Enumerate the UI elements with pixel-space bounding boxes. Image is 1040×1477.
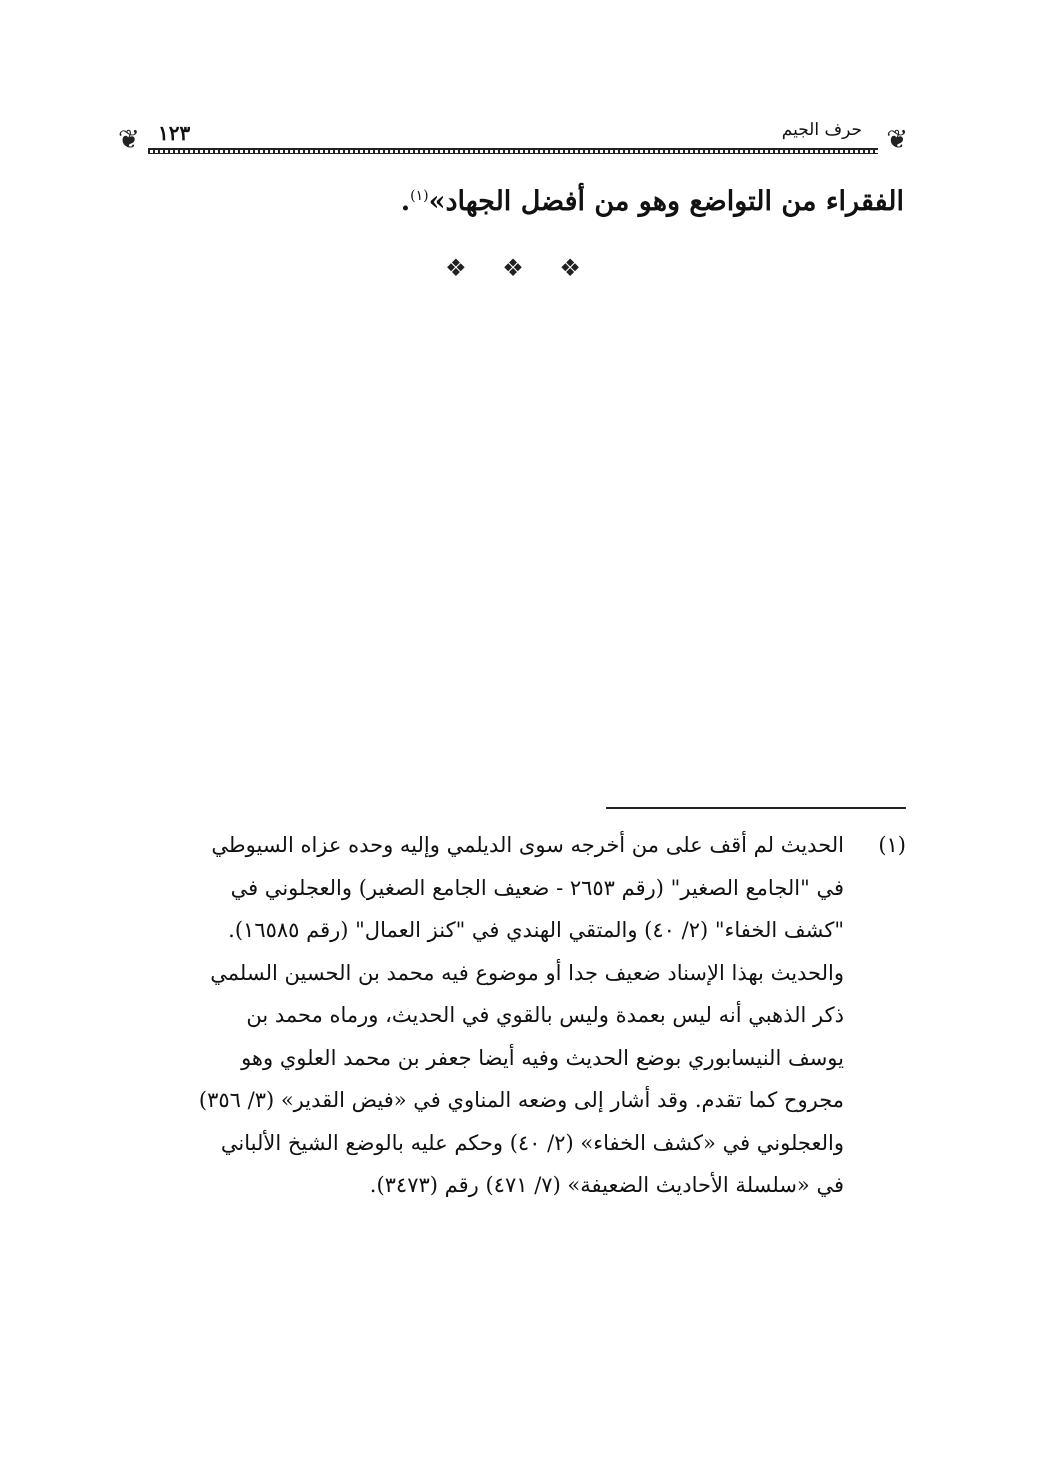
footnote-line: في "الجامع الصغير" (رقم ٢٦٥٣ - ضعيف الجامع الصغير) والعجلوني في bbox=[230, 875, 844, 900]
footnote-reference[interactable]: (١) bbox=[410, 188, 429, 204]
footnote-marker: (١) bbox=[878, 833, 906, 857]
running-title: حرف الجيم bbox=[781, 120, 862, 140]
page-number: ١٢٣ bbox=[158, 121, 191, 145]
footnote-line: "كشف الخفاء" (٢/ ٤٠) والمتقي الهندي في "كنز العمال" (رقم ١٦٥٨٥). bbox=[228, 918, 844, 942]
footnote-line: ذكر الذهبي أنه ليس بعمدة وليس بالقوي في الحديث، ورماه محمد بن bbox=[246, 1003, 844, 1027]
main-text-body: الفقراء من التواضع وهو من أفضل الجهاد» bbox=[428, 186, 904, 217]
footnote-line: يوسف النيسابوري بوضع الحديث وفيه أيضا جعفر بن محمد العلوي وهو bbox=[241, 1045, 844, 1070]
main-text bbox=[124, 172, 904, 226]
header-ornament-right-icon: ❦ bbox=[886, 125, 908, 155]
header-rule bbox=[148, 148, 878, 154]
section-separator-icon: ❖ ❖ ❖ bbox=[445, 254, 595, 282]
header-ornament-left-icon: ❦ bbox=[118, 125, 140, 155]
footnote-line: (١)الحديث لم أقف على من أخرجه سوى الديلمي وإليه وحده عزاه السيوطي bbox=[128, 824, 906, 867]
footnote-line: والعجلوني في «كشف الخفاء» (٢/ ٤٠) وحكم عليه بالوضع الشيخ الألباني bbox=[220, 1130, 844, 1155]
footnote-line: والحديث بهذا الإسناد ضعيف جدا أو موضوع فيه محمد بن الحسين السلمي bbox=[210, 960, 844, 985]
footnote-line: مجروح كما تقدم. وقد أشار إلى وضعه المناوي في «فيض القدير» (٣/ ٣٥٦) bbox=[198, 1088, 844, 1112]
footnote-divider bbox=[606, 807, 906, 809]
main-text-end: . bbox=[400, 186, 411, 217]
footnote bbox=[128, 824, 906, 1207]
page-header bbox=[118, 118, 908, 168]
footnote-line: في «سلسلة الأحاديث الضعيفة» (٧/ ٤٧١) رقم (٣٤٧٣). bbox=[369, 1173, 844, 1197]
